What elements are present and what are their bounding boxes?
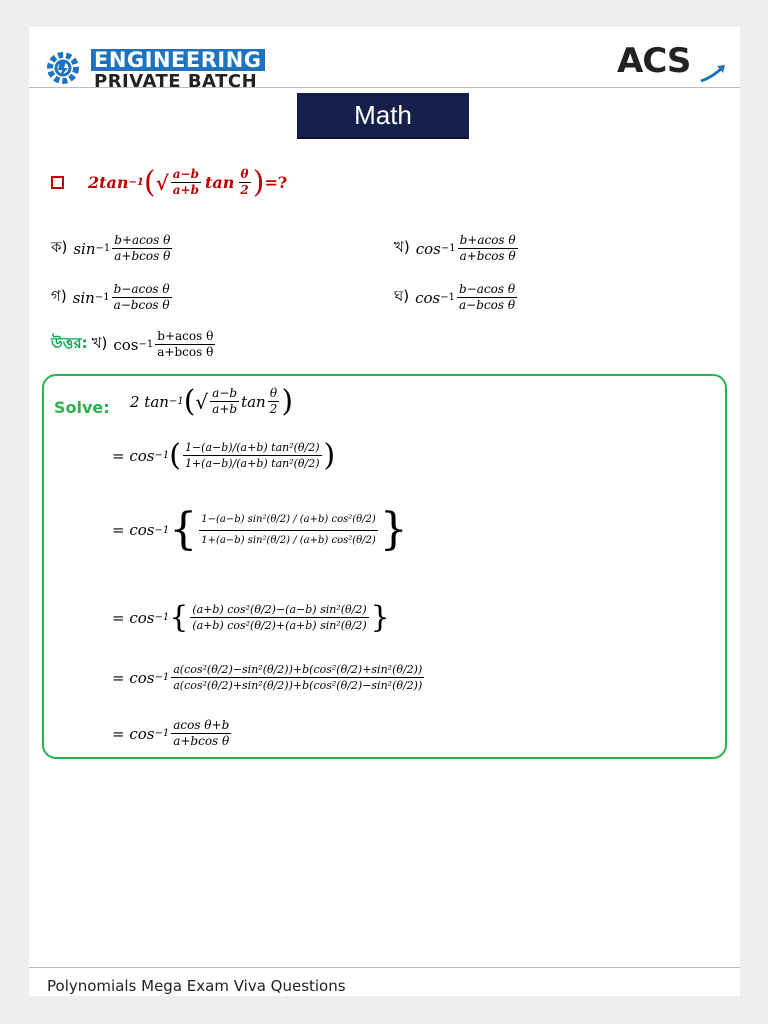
solve-box bbox=[42, 374, 727, 759]
option-fn: sin bbox=[72, 288, 95, 307]
option-label: ঘ) bbox=[394, 287, 410, 305]
solve-step-4: = cos −1 $\frac{\text{a(cos²(θ/2)−sin²(θ/2))+b(cos²(θ/2)+sin²(θ/2))}}{\text{a(cos²(θ/2)+sin²(θ/2))+b(cos²(θ/2)−sin²(θ/2))}}$ bbox=[112, 663, 423, 692]
acs-logo bbox=[617, 41, 690, 81]
solve-step-5: = cos −1 $\frac{\text{acos θ+b}}{\text{a+bcos θ}}$ bbox=[112, 718, 230, 748]
solve-step-0: 2 tan −1 ( √ $\frac{a-b}{a+b}$ tan $\frac{\theta}{2}$ ) bbox=[130, 383, 294, 419]
option-fraction: $\frac{\text{b−acos θ}}{\text{a−bcos θ}}$ bbox=[113, 282, 170, 312]
answer-label: উত্তর: bbox=[51, 334, 88, 352]
step0-text: 2 tan bbox=[130, 392, 169, 411]
solve-step-2: = cos −1 { $\frac{\text{1−(a−b) sin²(θ/2) / (a+b) cos²(θ/2)}}{\text{1+(a−b) sin²(θ/2) / (a+b) cos²(θ/2)}}$ } bbox=[112, 504, 408, 555]
option-gha[interactable]: ঘ) cos −1 $\frac{\text{b−acos θ}}{\text{a−bcos θ}}$ bbox=[394, 282, 516, 312]
option-ka[interactable]: ক) sin −1 $\frac{\text{b+acos θ}}{\text{a+bcos θ}}$ bbox=[51, 233, 171, 263]
option-label: গ) bbox=[51, 287, 67, 305]
solve-label: Solve: bbox=[54, 398, 110, 417]
option-label: খ) bbox=[394, 238, 410, 256]
answer-option: খ) bbox=[91, 334, 108, 352]
eq-cos: = cos bbox=[112, 724, 155, 743]
question-suffix: =? bbox=[264, 173, 288, 192]
answer-fn: cos bbox=[113, 335, 139, 354]
answer-fraction: $\frac{\text{b+acos θ}}{\text{a+bcos θ}}$ bbox=[157, 329, 214, 359]
option-ga[interactable]: গ) sin −1 $\frac{\text{b−acos θ}}{\text{a−bcos θ}}$ bbox=[51, 282, 170, 312]
option-fraction: $\frac{\text{b+acos θ}}{\text{a+bcos θ}}$ bbox=[114, 233, 171, 263]
question: 2tan −1 ( √ $\frac{a-b}{a+b}$ tan $\frac{\theta}{2}$ ) =? bbox=[51, 167, 287, 198]
checkbox-bullet-icon bbox=[51, 176, 64, 189]
logo-line2: PRIVATE BATCH bbox=[94, 71, 258, 92]
gear-icon bbox=[43, 47, 83, 89]
answer: উত্তর: খ) cos −1 $\frac{\text{b+acos θ}}{\text{a+bcos θ}}$ bbox=[51, 329, 214, 359]
subject-title: Math bbox=[297, 93, 469, 139]
logo-line1: ENGINEERING bbox=[91, 49, 265, 71]
question-sup: −1 bbox=[128, 177, 144, 188]
open-paren: ( bbox=[143, 164, 156, 200]
question-prefix: 2tan bbox=[88, 173, 129, 192]
sqrt-icon: √ bbox=[155, 170, 169, 195]
option-fraction: $\frac{\text{b−acos θ}}{\text{a−bcos θ}}$ bbox=[459, 282, 516, 312]
option-fn: cos bbox=[415, 239, 441, 258]
solve-step-3: = cos −1 { $\frac{\text{(a+b) cos²(θ/2)−(a−b) sin²(θ/2)}}{\text{(a+b) cos²(θ/2)+(a+b) sin²(θ/2)}}$ } bbox=[112, 599, 390, 635]
option-label: ক) bbox=[51, 238, 68, 256]
question-inner: $\frac{a-b}{a+b}$ bbox=[172, 167, 199, 197]
eq-cos: = cos bbox=[112, 668, 155, 687]
eq-cos: = cos bbox=[112, 608, 155, 627]
engineering-logo bbox=[43, 47, 283, 91]
page bbox=[29, 27, 740, 996]
option-fn: cos bbox=[415, 288, 441, 307]
eq-cos: = cos bbox=[112, 521, 155, 539]
close-paren: ) bbox=[252, 164, 265, 200]
solve-step-1: = cos −1 ( $\frac{\text{1−(a−b)/(a+b) tan²(θ/2)}}{\text{1+(a−b)/(a+b) tan²(θ/2)}}$ ) bbox=[112, 437, 336, 473]
option-kha[interactable]: খ) cos −1 $\frac{\text{b+acos θ}}{\text{a+bcos θ}}$ bbox=[394, 233, 516, 263]
acs-logo-text: ACS bbox=[617, 41, 691, 81]
option-fraction: $\frac{\text{b+acos θ}}{\text{a+bcos θ}}$ bbox=[459, 233, 516, 263]
eq-cos: = cos bbox=[112, 446, 155, 465]
header bbox=[29, 27, 740, 92]
arrow-icon bbox=[699, 63, 727, 83]
theta-half: $\frac{\theta}{2}$ bbox=[240, 167, 249, 197]
footer-text: Polynomials Mega Exam Viva Questions bbox=[47, 977, 346, 995]
option-fn: sin bbox=[73, 239, 96, 258]
footer-divider bbox=[29, 967, 740, 968]
